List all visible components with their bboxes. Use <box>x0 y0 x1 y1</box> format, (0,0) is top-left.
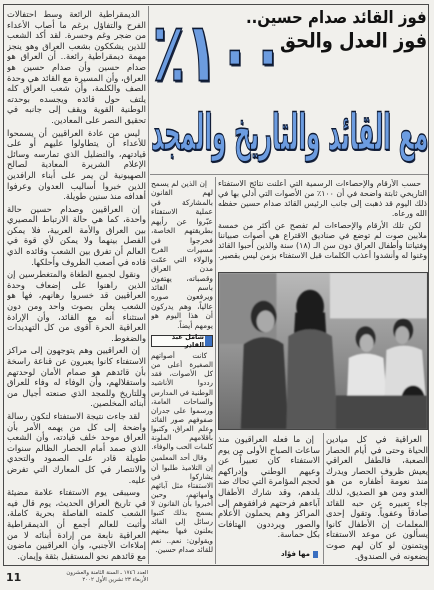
column-left <box>7 9 146 563</box>
article-intro <box>218 179 427 269</box>
article-photo <box>219 273 427 429</box>
byline-accent <box>205 336 212 346</box>
column-middle-top <box>151 179 213 332</box>
paragraph: وسيبقى يوم الاستفتاء علامة مضيئة في تاريخ العراق الحديث، يوم قال فيه الشعب كلمته الفاصلة بحرية كاملة، وأثبت للعالم أجمع أن الديمقراطية العراقية نابعة من إرادة أبنائه لا من إملاءات الأجنبي، وأن العراقيين ماضون مع قائدهم نحو المستقبل بثقة وإيمان. <box>7 487 146 561</box>
headline-kicker-2 <box>280 31 427 53</box>
column-rule <box>215 177 216 564</box>
issue-info <box>22 570 148 585</box>
paragraph: حسب الأرقام والإحصاءات الرسمية التي أعلنت نتائج الاستفتاء التاريخي ثابتة واضحة في أن ١٠٠٪ من الأصوات التي أدلي بها في ذلك اليوم قد ذهبت إلى جانب الرئيس القائد صدام حسين حفظه الله ورعاه. <box>218 179 427 218</box>
headline-kicker-2-text: فوز العدل والحق <box>280 31 427 53</box>
headline-kicker-1-text: فوز القائد صدام حسين.. <box>246 8 427 29</box>
issue-info-line-1: العدد ١٧٤٦ ـ السنة الثامنة والعشرون <box>66 570 148 576</box>
paragraph: إن العراقيين وهم يتوجهون إلى مراكز الاستفتاء كانوا يعبرون عن قناعة راسخة بأن قائدهم هو صمام الأمان لوحدتهم واستقلالهم، وأن الوفاء له وفاء للعراق وللتاريخ وللمجد الذي صنعته أجيال من أبنائه المخلصين. <box>7 345 146 409</box>
article-photo-frame <box>218 272 428 430</box>
column-rule <box>323 433 324 564</box>
column-rule <box>148 6 149 564</box>
headline-main-text: مع القائد والتاريخ والمجد <box>151 104 428 162</box>
byline-author-name: شامل عبد القادر <box>171 333 204 349</box>
photo-desk <box>336 395 427 429</box>
paragraph: لكن تلك الأرقام والإحصاءات لم تفصح عن أكثر من خمسة ملايين صوت لم توضع في صناديق الاقتراع هي أصوات صبياننا وفتياتنا وأطفال العراق دون سن الـ (١٨) سنة والذين أحبوا القائد وغنوا له وأنشدوا أعذب الكلمات قبل الاستفتاء بزمن ليس بقصير. <box>218 221 427 260</box>
byline-author-box <box>151 335 213 347</box>
byline-accent <box>313 551 318 558</box>
paragraph: إن ما فعله العراقيون منذ ساعات الصباح الأولى من يوم الاستفتاء كان تعبيراً عن وعيهم الوطني وإدراكهم لحجم المؤامرة التي تحاك ضد بلدهم، وقد شارك الأطفال آباءهم فرحتهم فرافقوهم إلى المراكز وهم يحملون الأعلام والصور ويرددون الهتافات بكل حماسة. <box>218 434 320 540</box>
photo-wall <box>330 273 427 318</box>
headline-percent <box>152 12 284 94</box>
column-middle-bottom <box>151 351 213 563</box>
headline-percent-text: ١٠٠٪ <box>152 12 284 94</box>
paragraph: ليس من عادة العراقيين أن يسمحوا للأعداء أن يتطاولوا عليهم أو على قيادتهم، والتضليل الذي تمارسه وسائل الإعلام الشريرة المعادية لصالح الصهيونية لن يمر على أبناء الرافدين الذين خبروا أساليب العدوان وعرفوا أهدافه منذ سنين طويلة. <box>7 127 146 202</box>
paragraph: وقال أحد المعلمين إن التلاميذ طلبوا أن يشاركوا في الاستفتاء مثل آبائهم وأمهاتهم، وحين أُخبروا بأن القانون لا يسمح بذلك كتبوا رسائل إلى القائد يعلنون فيها بيعتهم ويقولون: نعم.. نعم للقائد صدام حسين. <box>151 453 213 554</box>
paragraph: العراقية في كل ميادين الحياة وحتى في أيام الحصار الصعبة، فالطفل العراقي يعيش ظروف الحصار ويدرك منذ نعومة أظفاره من هو العدو ومن هو الصديق، لذلك جاء تعبيره عن حبه للقائد صادقاً وعفوياً. وتقول إحدى المعلمات إن الأطفال كانوا يسألون عن موعد الاستفتاء ويتمنون لو كان لهم صوت يضعونه في الصندوق. <box>326 434 428 561</box>
paragraph: كانت أصواتهم الصغيرة أعلى من كل الأصوات، فقد رددوا الأناشيد الوطنية في المدارس والساحات العامة، ورسموا على جدران صفوفهم صور القائد وعلم العراق، وكتبوا بأقلامهم الملونة كلمات الحب والوفاء. <box>151 351 213 452</box>
issue-info-line-2: الأربعاء ٢٣ تشرين الأول ٢٠٠٢ <box>82 577 148 584</box>
paragraph: لقد جاءت نتيجة الاستفتاء لتكون رسالة واضحة إلى كل من يهمه الأمر بأن العراق موحد خلف قيادته، وأن الشعب الذي صمد أمام الحصار الظالم سنوات طويلة قادر على الصمود والتحدي والانتصار في كل المعارك التي تفرض عليه. <box>7 410 146 485</box>
paragraph: ونقول لجميع الطغاة والمتغطرسين إن الذين راهنوا على إضعاف وحدة العراقيين قد خسروا رهانهم، فها هو الشعب يعلن بصوت واحد ومن دون استثناء أنه مع القائد، وأن الإرادة العراقية الحرة أقوى من كل التهديدات والضغوط. <box>7 269 146 343</box>
paragraph: الديمقراطية الرائعة وسط احتفالات الفرح والتفاؤل برغم ما أصاب الأعداء من ضجر وغم وحسرة. لقد أكد الشعب للذين يشككون بشعب العراق وهو ينجز مهمة ديمقراطية رائعة.. أن العراق هو صدام حسين وأن صدام حسين هو العراق، وأن المسيرة مع القائد هي وحدة الصف والكلمة، وأن شعب العراق كله يلتف حول قائده ويجسده بوحدته الوطنية القوية ويقف إلى جانبه في تحقيق النصر على المعادين. <box>7 9 146 125</box>
photo-story-column-middle <box>218 434 320 547</box>
byline-photo-story <box>218 550 318 562</box>
headline-main <box>151 97 428 169</box>
photo-story-column-right <box>326 434 428 563</box>
headline-rule <box>150 174 428 175</box>
paragraph: إن العراقيين وصدام حسين حالة واحدة، كما هي حالة الارتباط المصيري بين العراق والأمة العربية، فلا يمكن الفصل بينهما ولا يمكن لأي قوة في العالم أن تفرق بين الشعب وقائده الذي قاده في أصعب الظروف وأحلكها. <box>7 203 146 267</box>
page-number: 11 <box>6 571 22 584</box>
byline-author-name: مها فؤاد <box>281 550 310 558</box>
paragraph: إن الذين لم يسمح لهم القانون بالمشاركة في عملية الاستفتاء عبّروا عن رأيهم بطريقتهم الخاصة، فخرجوا في مسيرات الفرح والولاء التي عمّت مدن العراق وقصباته، يهتفون باسم القائد ويرفعون صوره عالياً، وهم يدركون أن هذا اليوم هو يومهم أيضاً. <box>151 179 213 330</box>
